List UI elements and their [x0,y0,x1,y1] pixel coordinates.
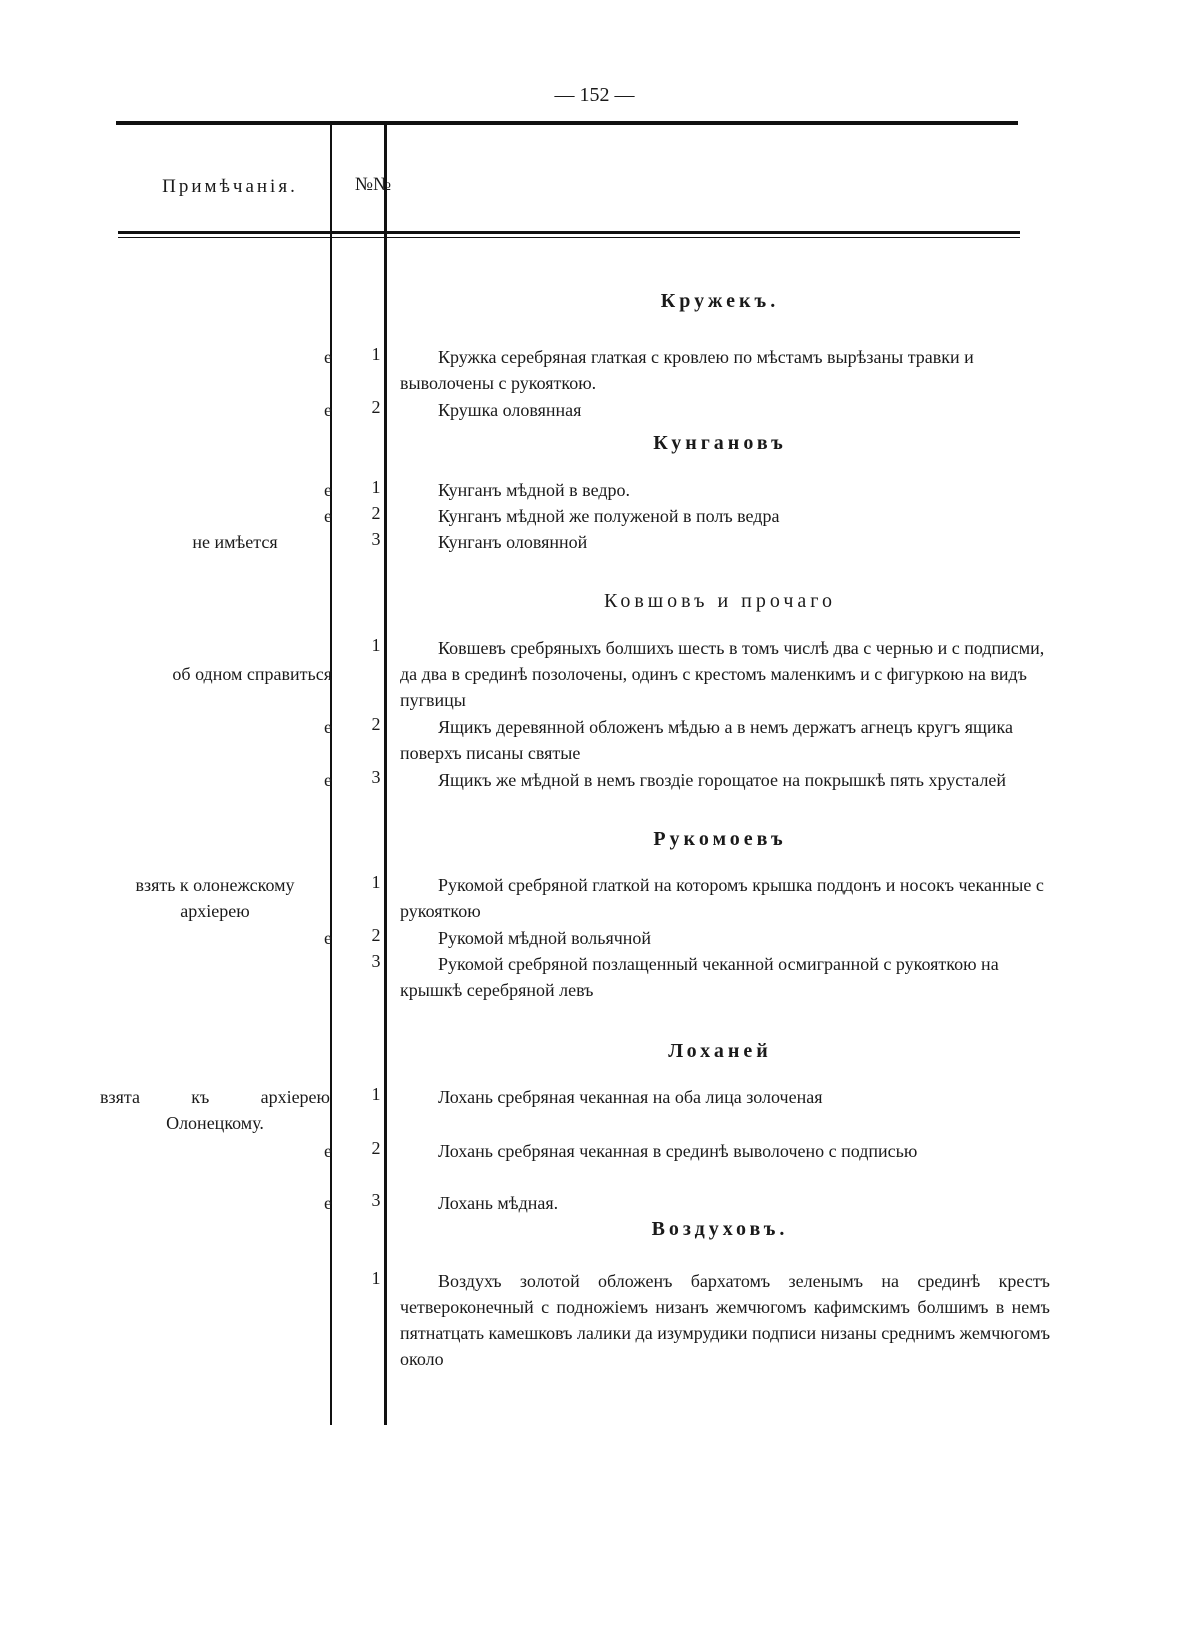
item-text-body: Кунганъ оловянной [438,532,588,552]
item-text [400,1138,1050,1164]
item-note: е [324,506,332,526]
item-text [400,344,1050,396]
item-text-body: Ящикъ же мѣдной в немъ гвоздіе горощатое на покрышкѣ пять хрусталей [438,770,1007,790]
header-rule [118,231,1020,234]
item-number: 1 [371,1084,381,1104]
item-number: 1 [371,477,381,497]
item-number: 3 [371,1190,381,1210]
number-column-header: №№ [354,174,392,195]
header-rule-thin [118,237,1020,238]
item-text-body: Лохань сребряная чеканная в срединѣ выволочено с подписью [438,1141,918,1161]
item-text [400,477,1050,503]
item-text-body: Воздухъ золотой обложенъ бархатомъ зеленымъ на срединѣ крестъ четвероконечный с подножіемъ низанъ жемчюгомъ кафимскимъ болшимъ в немъ пятнатцать камешковъ лалики да изумрудики подписи низаны среднимъ жемчюгомъ около [400,1271,1050,1369]
item-note: е [324,480,332,500]
item-note: е [324,1193,332,1213]
item-text-body: Ковшевъ сребряныхъ болшихъ шесть в томъ числѣ два с чернью и с подписми, да два в срединѣ позолочены, одинъ с крестомъ маленкимъ и с фигуркою на видъ пугвицы [400,638,1045,710]
item-number: 2 [371,714,381,734]
item-number: 2 [371,925,381,945]
item-note: взять к олонежскому архіерею [135,875,295,921]
item-text [400,635,1050,713]
item-text [400,529,1050,555]
section-title: Рукомоевъ [653,828,787,850]
item-note: об одном справиться [172,664,332,684]
item-note: е [324,347,332,367]
item-number: 1 [371,872,381,892]
item-text [400,925,1050,951]
item-text-body: Кружка серебряная глаткая с кровлею по мѣстамъ вырѣзаны травки и выволочены с рукояткою. [400,347,974,393]
item-note: е [324,1141,332,1161]
item-text [400,1084,1050,1110]
item-text [400,1268,1050,1372]
item-note: взята къ архіерею Олонецкому. [100,1087,330,1133]
item-number: 2 [371,503,381,523]
item-text-body: Лохань мѣдная. [438,1193,559,1213]
item-number: 1 [371,344,381,364]
item-text [400,503,1050,529]
section-title: Кунгановъ [653,432,787,454]
item-text-body: Ящикъ деревянной обложенъ мѣдью а в немъ держатъ агнецъ кругъ ящика поверхъ писаны святые [400,717,1013,763]
item-text [400,767,1050,793]
item-text [400,951,1050,1003]
item-text [400,872,1050,924]
top-rule [116,121,1018,125]
item-number: 2 [371,1138,381,1158]
notes-column-header: Примѣчанія. [162,176,298,197]
item-text-body: Лохань сребряная чеканная на оба лица золоченая [438,1087,823,1107]
section-title: Лоханей [668,1040,772,1062]
item-text-body: Кунганъ мѣдной в ведро. [438,480,630,500]
item-text [400,714,1050,766]
item-note: е [324,770,332,790]
item-note: е [324,400,332,420]
item-number: 1 [371,635,381,655]
item-number: 3 [371,767,381,787]
item-text [400,1190,1050,1216]
section-title: Кружекъ. [660,290,780,312]
item-note: е [324,717,332,737]
item-number: 3 [371,951,381,971]
page-number: — 152 — [554,84,635,106]
item-number: 2 [371,397,381,417]
section-title: Ковшовъ и прочаго [603,590,836,612]
item-text-body: Крушка оловянная [438,400,582,420]
item-text-body: Рукомой сребряной позлащенный чеканной осмигранной с рукояткою на крышкѣ серебряной левъ [400,954,999,1000]
item-text-body: Рукомой сребряной глаткой на которомъ крышка поддонъ и носокъ чеканные с рукояткою [400,875,1044,921]
item-note: е [324,928,332,948]
item-number: 3 [371,529,381,549]
item-number: 1 [371,1268,381,1288]
item-text [400,397,1050,423]
item-text-body: Рукомой мѣдной вольячной [438,928,652,948]
section-title: Воздуховъ. [651,1218,789,1240]
item-text-body: Кунганъ мѣдной же полуженой в полъ ведра [438,506,780,526]
item-note: не имѣется [192,532,278,552]
